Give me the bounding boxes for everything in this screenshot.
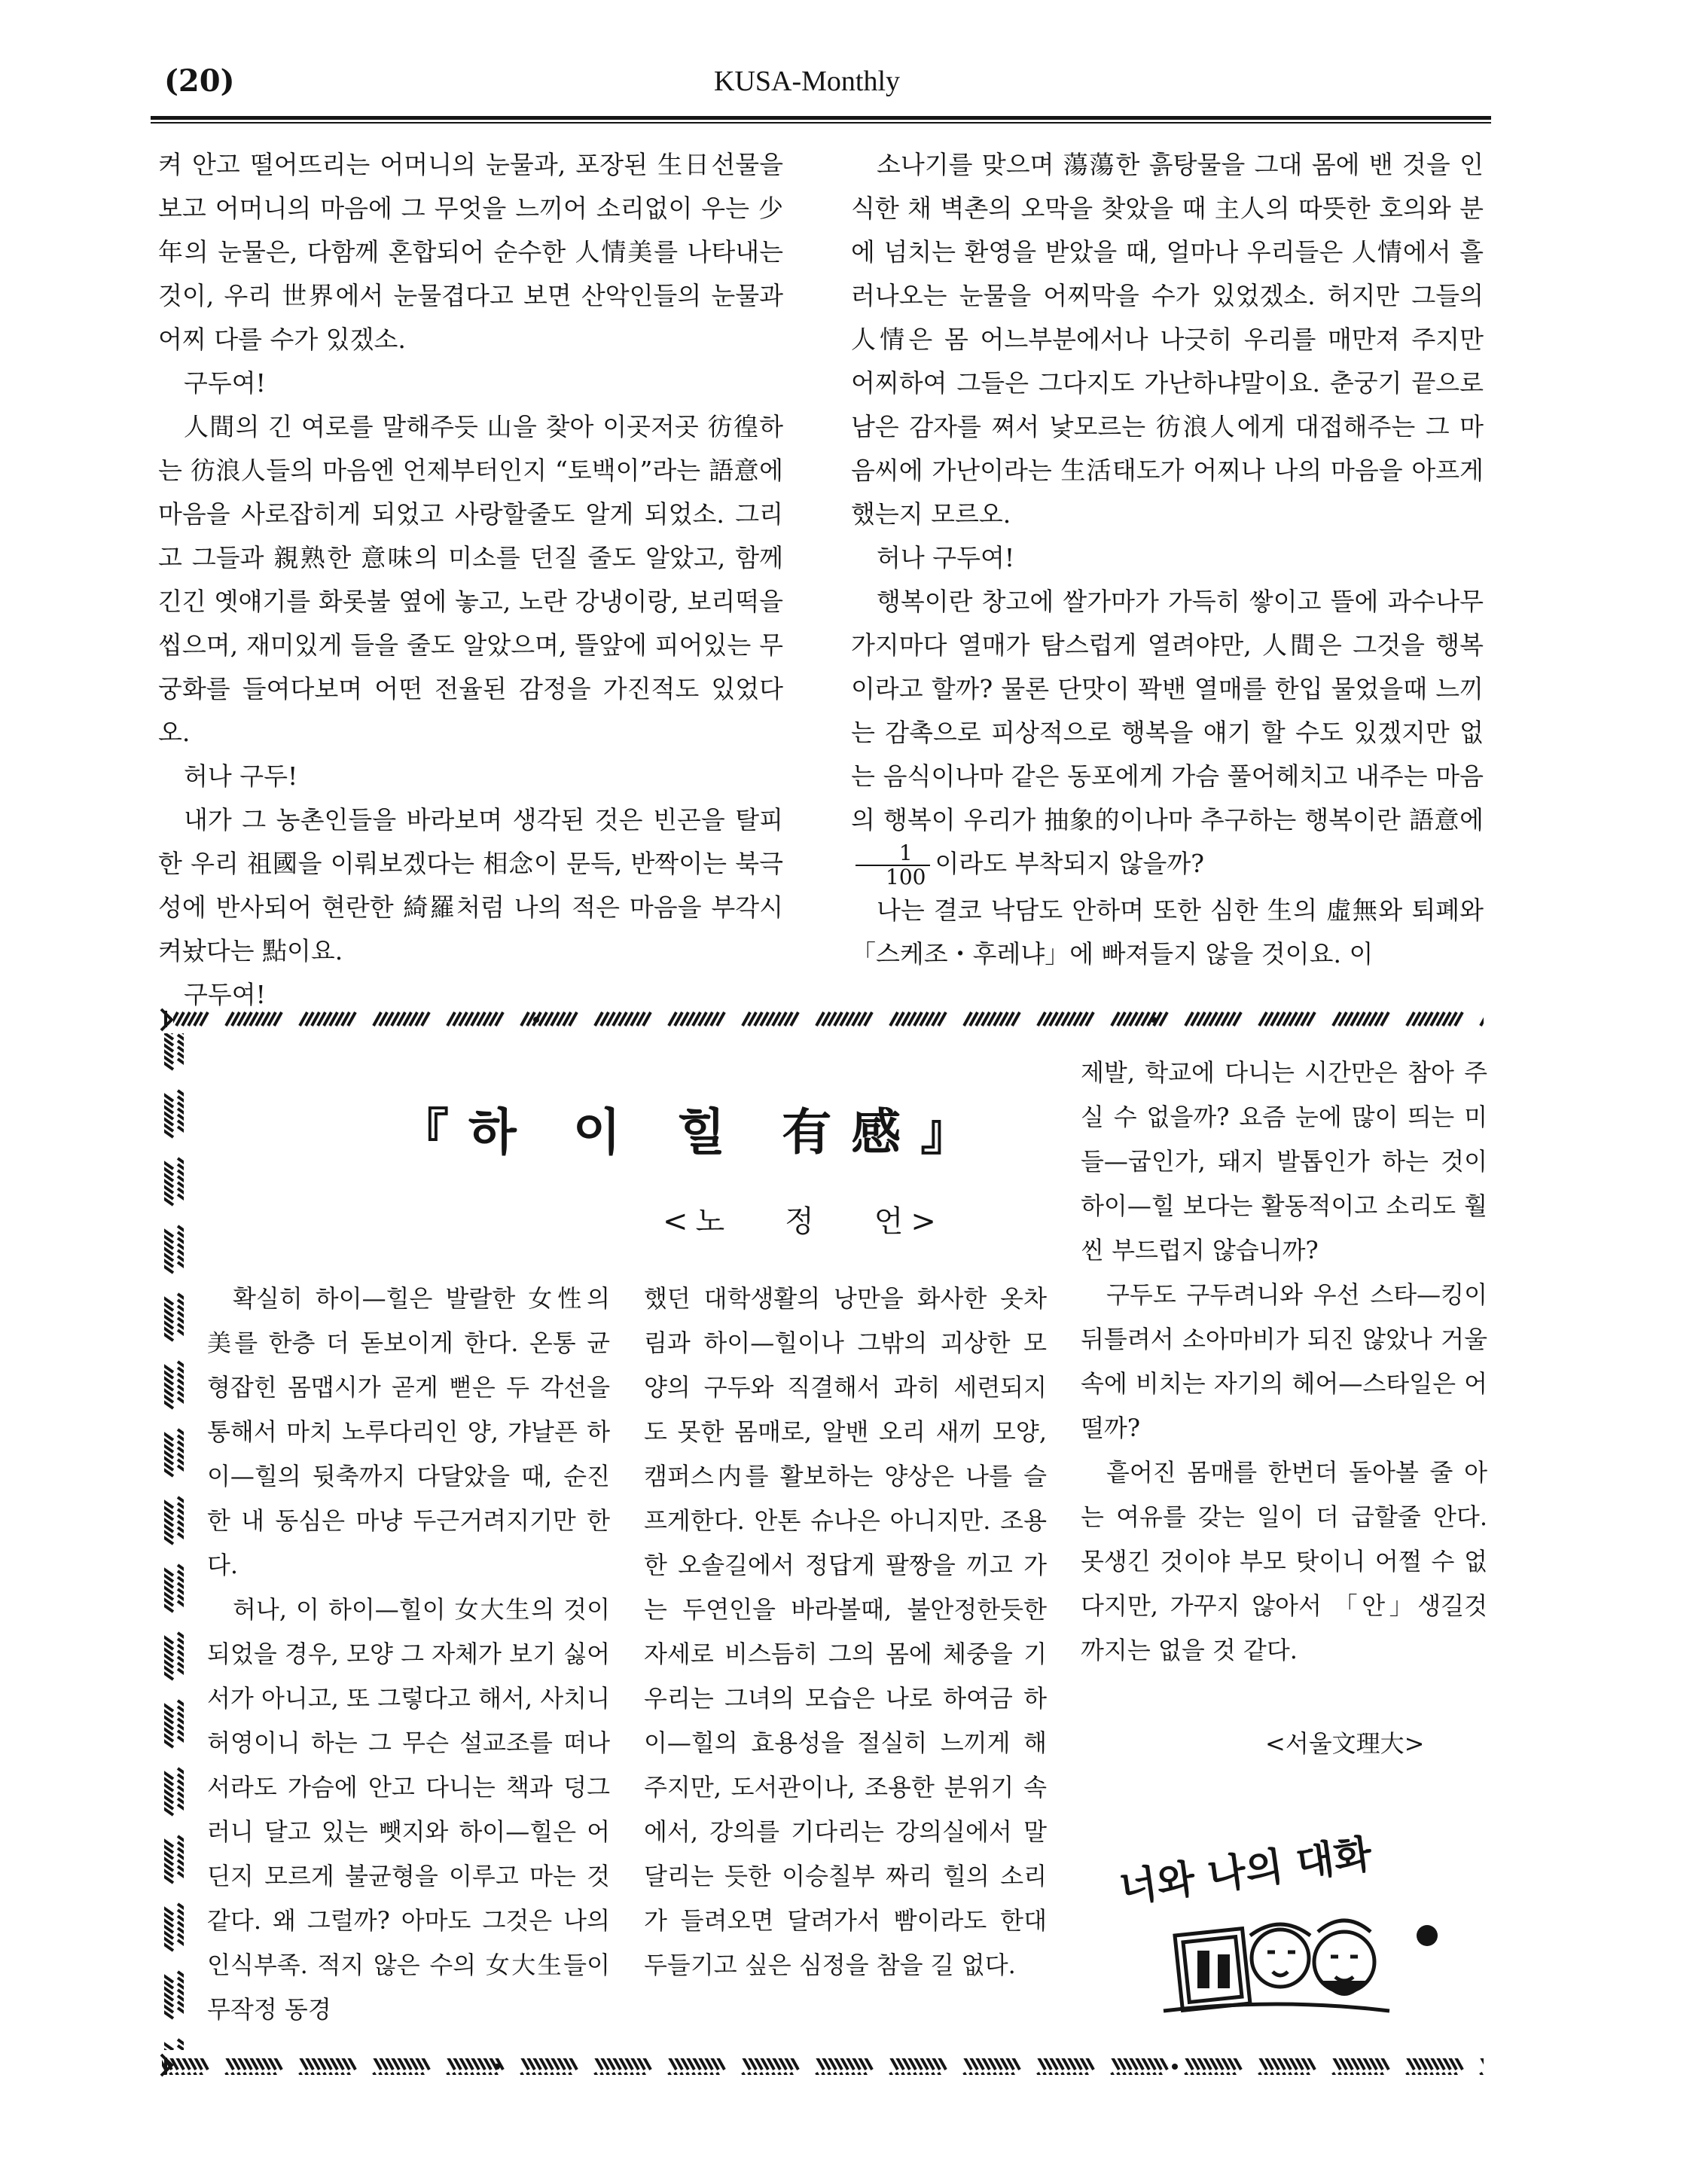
author-affiliation: <서울文理大> [1265,1729,1425,1758]
running-head: KUSA-Monthly [714,66,901,97]
byline-part: <노 [663,1204,733,1239]
cartoon-illustration [1096,1808,1472,2033]
byline-part: 정 [785,1204,822,1239]
bottom-hatched-border [162,2058,1484,2075]
border-dot [1172,2064,1178,2070]
paragraph-text: 행복이란 창고에 쌀가마가 가득히 쌓이고 뜰에 과수나무가지마다 열매가 탐스럽게 열려야만, 人間은 그것을 행복이라고 할까? 물론 단맛이 꽉밴 열매를 한입 물었을때 느끼는 감촉으로 피상적으로 행복을 얘기 할 수도 있겠지만 없는 음식이나마 같은 동포에게 가슴 풀어헤치고 내주는 마음의 행복이 우리가 抽象的이나마 추구하는 행복이란 語意에 [851,587,1484,834]
fraction-denominator: 100 [886,865,926,889]
article-title: 『하 이 힐 有感』 [399,1103,990,1161]
paragraph: 나는 결코 낙담도 안하며 또한 심한 生의 虛無와 퇴폐와 「스케조・후레냐」에 빠져들지 않을 것이요. 이 [851,895,1484,969]
corner-ornament-top [161,1009,172,1030]
paragraph-text: 이라도 부착되지 않을까? [935,849,1204,878]
paragraph: 구두여! [184,980,266,1009]
left-hatched-border [164,1033,184,2050]
paragraph: 내가 그 농촌인들을 바라보며 생각된 것은 빈곤을 탈피한 우리 祖國을 이뤄보겠다는 相念이 문득, 반짝이는 북극성에 반사되어 현란한 綺羅처럼 나의 적은 마음을 부각시켜놨다는 點이요. [158,805,783,966]
paragraph: 흩어진 몸매를 한번더 돌아볼 줄 아는 여유를 갖는 일이 더 급할줄 안다. 못생긴 것이야 부모 탓이니 어쩔 수 없다지만, 가꾸지 않아서 「안」생길것 까지는 없을 것 같다. [1081,1458,1487,1664]
byline-part: 언> [874,1204,944,1239]
paragraph: 했던 대학생활의 낭만을 화사한 옷차림과 하이—힐이나 그밖의 괴상한 모양의 구두와 직결해서 과히 세련되지도 못한 몸매로, 알밴 오리 새끼 모양, 캠퍼스内를 활보하는 양상은 나를 슬프게한다. 안톤 슈나은 아니지만. 조용한 오솔길에서 정답게 팔짱을 끼고 가는 두연인을 바라볼때, 불안정한듯한 자세로 비스듬히 그의 몸에 체중을 기우리는 그녀의 모습은 나로 하여금 하이—힐의 효용성을 절실히 느끼게 해주지만, 도서관이나, 조용한 분위기 속에서, 강의를 기다리는 강의실에서 말 달리는 듯한 이승칠부 짜리 힐의 소리가 들려오면 달려가서 빰이라도 한대 두들기고 싶은 심정을 참을 길 없다. [644,1284,1047,1979]
border-dot [533,1017,539,1023]
byline [663,1197,944,1240]
article-column-2 [644,1277,1047,1988]
paragraph: 켜 안고 떨어뜨리는 어머니의 눈물과, 포장된 生日선물을 보고 어머니의 마음에 그 무엇을 느끼어 소리없이 우는 少年의 눈물은, 다함께 혼합되어 순수한 人情美를 나타내는 것이, 우리 世界에서 눈물겹다고 보면 산악인들의 눈물과 어찌 다를 수가 있겠소. [158,150,783,354]
paragraph: 제발, 학교에 다니는 시간만은 참아 주실 수 없을까? 요즘 눈에 많이 띄는 미들—굽인가, 돼지 발톱인가 하는 것이 하이—힐 보다는 활동적이고 소리도 훨씬 부드럽지 않습니까? [1081,1058,1487,1265]
fraction-numerator: 1 [856,842,930,866]
top-hatched-border [173,1011,1484,1028]
paragraph: 확실히 하이—힐은 발랄한 女性의 美를 한층 더 돋보이게 한다. 온통 균형잡힌 몸맵시가 곧게 뻗은 두 각선을 통해서 마치 노루다리인 양, 갸날픈 하이—힐의 뒷축까지 다달았을 때, 순진한 내 동심은 마냥 두근거려지기만 한다. [207,1284,610,1579]
page-number: (20) [164,63,235,99]
paragraph: 소나기를 맞으며 蕩蕩한 흙탕물을 그대 몸에 밴 것을 인식한 채 벽촌의 오막을 찾았을 때 主人의 따뜻한 호의와 분에 넘치는 환영을 받았을 때, 얼마나 우리들은 人情에서 흘러나오는 눈물을 어찌막을 수가 있었겠소. 허지만 그들의 人情은 몸 어느부분에서나 나긋히 우리를 매만져 주지만 어찌하여 그들은 그다지도 가난하냐말이요. 춘궁기 끝으로 남은 감자를 쪄서 낯모르는 彷浪人에게 대접해주는 그 마음씨에 가난이라는 生活태도가 어찌나 나의 마음을 아프게 했는지 모르오. [851,150,1484,529]
cartoon-caption: 너와 나의 대화 [1116,1831,1375,1912]
paragraph: 구두도 구두려니와 우선 스타—킹이 뒤틀려서 소아마비가 되진 않았나 거울 속에 비치는 자기의 헤어—스타일은 어떨까? [1081,1280,1487,1442]
paragraph: 人間의 긴 여로를 말해주듯 山을 찾아 이곳저곳 彷徨하는 彷浪人들의 마음엔 언제부터인지 “토백이”라는 語意에 마음을 사로잡히게 되었고 사랑할줄도 알게 되었소. 그리고 그들과 親熟한 意味의 미소를 던질 줄도 알았고, 함께 긴긴 옛얘기를 화롯불 옆에 놓고, 노란 강냉이랑, 보리떡을 씹으며, 재미있게 들을 줄도 알았으며, 뜰앞에 피어있는 무궁화를 들여다보며 어떤 전율된 감정을 가진적도 있었다오. [158,412,783,747]
paragraph: 허나, 이 하이—힐이 女大生의 것이 되었을 경우, 모양 그 자체가 보기 싫어서가 아니고, 또 그렇다고 해서, 사치니 허영이니 하는 그 무슨 설교조를 떠나서라도 가슴에 안고 다니는 책과 덩그러니 달고 있는 뺏지와 하이—힐은 어딘지 모르게 불균형을 이루고 마는 것 같다. 왜 그럴까? 아마도 그것은 나의 인식부족. 적지 않은 수의 女大生들이 무작정 동경 [207,1595,610,2024]
border-dot [494,2064,500,2070]
paragraph: 구두여! [184,368,266,398]
article-column-3 [1081,1051,1487,1673]
paragraph: 허나 구두여! [877,543,1015,572]
paragraph: 허나 구두! [184,761,298,791]
border-dot [1151,1017,1157,1023]
article-column-1 [207,1277,610,2032]
